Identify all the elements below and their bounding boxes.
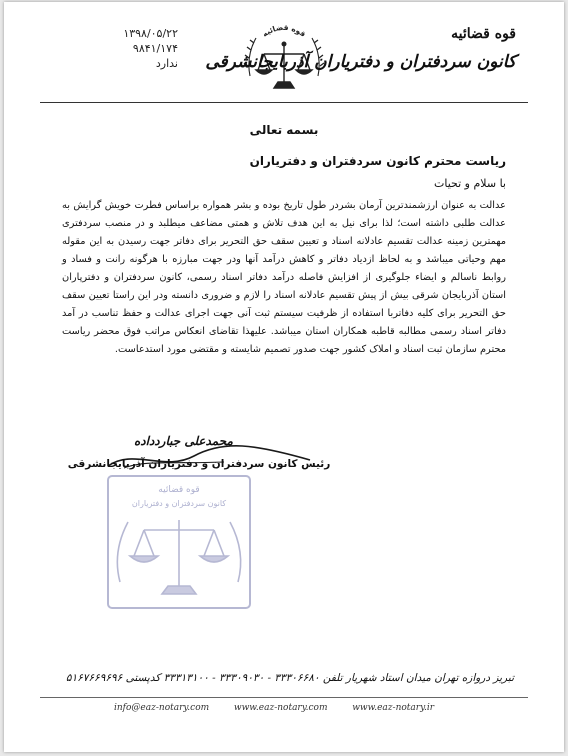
footer-divider [40,697,528,698]
footer-address: تبریز دروازه تهران میدان استاد شهریار تلفن ۳۳۳۰۶۶۸۰ - ۳۳۳۰۹۰۳۰ - ۳۳۳۱۳۱۰۰ کدپستی ۵۱۶۷۶۶۹۶۹۶ [65,672,514,684]
greeting: با سلام و تحیات [434,177,506,190]
footer-email-link[interactable]: info@eaz-notary.com [114,703,210,713]
footer-links [114,703,434,713]
date-value: ۱۳۹۸/۰۵/۲۲ [123,27,178,40]
bismillah: بسمه تعالی [249,123,319,137]
recipient: ریاست محترم کانون سردفتران و دفتریاران [249,154,506,168]
letter-body: عدالت به عنوان ارزشمندترین آرمان بشردر طول تاریخ بوده و بشر همواره براساس فطرت خویش گرایش به عدالت طلبی داشته است؛ لذا برای نیل به این هدف تلاش و همتی مضاعف میطلبد و در منصب سردفتری مهمترین زمینه عدالت تقسیم عادلانه اسناد و تعیین سقف حق التحریر برای دفاتر جهت رسیدن به این مقوله مهم وحیاتی میباشد و به لحاظ ازدیاد دفاتر و کاهش درآمد آنها ودر جهت مبارزه با هرگونه رانت و فساد و روابط ناسالم و ایضاء جلوگیری از افزایش فاصله درآمد دفاتر اسناد رسمی، کانون سردفتران و دفترپاران استان آذربایجان شرقی بیش از پیش تقسیم عادلانه اسناد را لازم و ضروری دانسته ودر این راستا تعیین سقف حق التحریر برای کلیه دفاتربا استفاده از ظرفیت سیستم ثبت آنی جهت اجرای عدالت و حفظ تناسب در آمد دفاتر اسناد رسمی مطالبه قاطبه همکاران استان میباشد. علیهذا تقاضای انعکاس مراتب فوق محضر ریاست محترم سازمان ثبت اسناد و املاک کشور جهت صدور تصمیم شایسته و مقتضی مورد استدعاست. [62,200,506,355]
header-divider [40,102,528,103]
attachment-value: ندارد [155,57,178,70]
footer-website-ir-link[interactable]: www.eaz-notary.ir [352,703,434,713]
letter-meta [58,26,178,71]
judiciary-title: قوه قضائیه [451,26,516,42]
stamp-text-bottom: کانون سردفتران و دفتریاران [131,499,227,508]
emblem-text-top: قوه قضائیه [260,22,308,39]
signatory-title: رئیس کانون سردفتران و دفتریاران آذربایجانشرقی [67,458,331,470]
number-value: ۹۸۴۱/۱۷۴ [132,42,178,55]
official-stamp-icon [104,472,254,612]
footer-website-com-link[interactable]: www.eaz-notary.com [233,703,328,713]
stamp-text-top: قوه قضائیه [158,485,200,495]
signatory-name: محمدعلی جباردداده [134,434,233,448]
organization-name: کانون سردفتران و دفتریاران آذربایجانشرقی [205,52,516,72]
organization-header [205,26,516,72]
letter-page [4,2,564,752]
